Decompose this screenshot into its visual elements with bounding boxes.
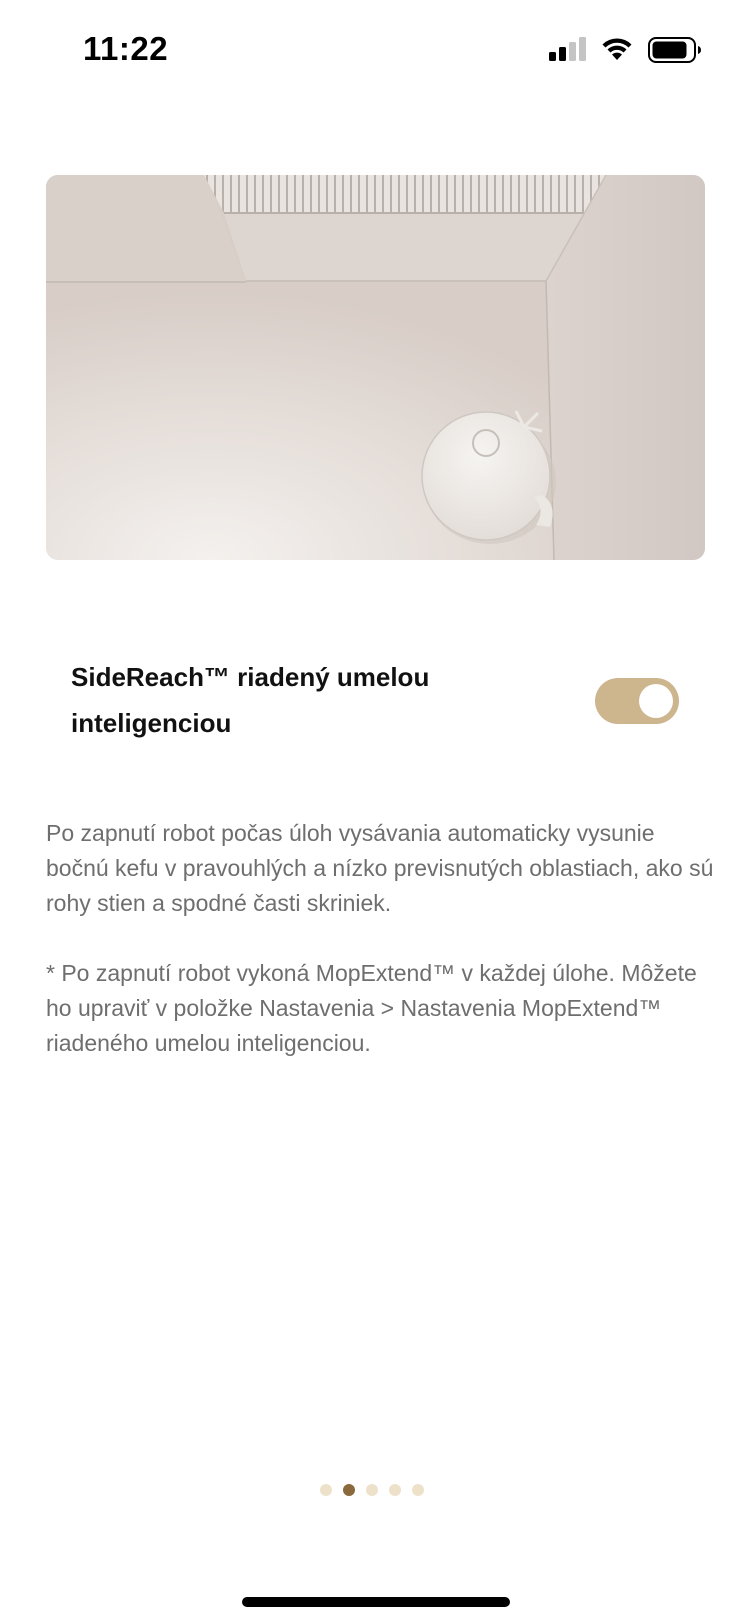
battery-icon bbox=[648, 37, 702, 63]
page-dot-5[interactable] bbox=[412, 1484, 424, 1496]
signal-icon bbox=[549, 37, 589, 61]
toggle-knob bbox=[639, 684, 673, 718]
home-indicator[interactable] bbox=[242, 1597, 510, 1607]
page-dot-2-active[interactable] bbox=[343, 1484, 355, 1496]
page-indicator bbox=[320, 1484, 424, 1498]
description-note: * Po zapnutí robot vykoná MopExtend™ v každej úlohe. Môžete ho upraviť v položke Nastavenia > Nastavenia MopExtend™ riadeného umelou inteligenciou. bbox=[46, 960, 697, 1056]
status-bar bbox=[0, 0, 750, 100]
page-dot-3[interactable] bbox=[366, 1484, 378, 1496]
page-dot-4[interactable] bbox=[389, 1484, 401, 1496]
robot-vacuum-in-room-corner-image bbox=[46, 175, 705, 560]
description-paragraph: Po zapnutí robot počas úloh vysávania automaticky vysunie bočnú kefu v pravouhlých a nízko previsnutých oblastiach, ako sú rohy stien a spodné časti skriniek. bbox=[46, 820, 714, 916]
setting-description bbox=[46, 816, 716, 1061]
page-dot-1[interactable] bbox=[320, 1484, 332, 1496]
sidereach-toggle[interactable] bbox=[595, 678, 679, 724]
sidereach-setting-title: SideReach™ riadený umelou inteligenciou bbox=[71, 662, 430, 738]
wifi-icon bbox=[600, 36, 634, 62]
status-time: 11:22 bbox=[83, 30, 169, 67]
